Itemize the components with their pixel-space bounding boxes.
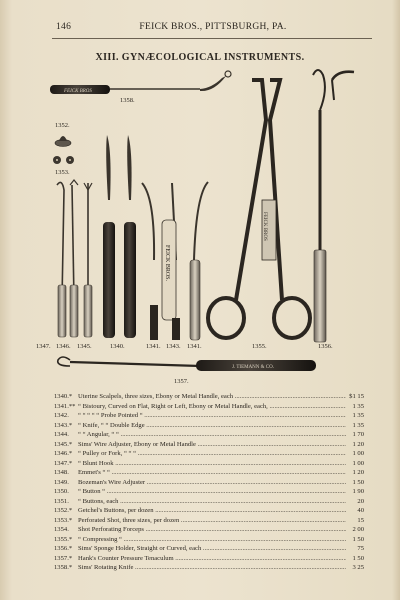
caption-1341-a: 1341.: [146, 343, 161, 350]
catalog-number: 1340.*: [54, 393, 73, 400]
price-list: [54, 392, 364, 573]
item-price: 3 25: [352, 564, 364, 571]
price-list-row: [54, 554, 364, 564]
catalog-number: 1345.*: [54, 440, 73, 448]
imprint-feick-handle: FEICK BROS.: [164, 245, 170, 282]
item-price: 1 50: [352, 554, 364, 562]
caption-1347: 1347.: [36, 343, 51, 350]
item-description: “ Buttons, each .....: [78, 497, 346, 507]
catalog-number: 1353.*: [54, 516, 73, 524]
catalog-number: 1347.*: [54, 459, 73, 467]
catalog-number: 1352.*: [54, 507, 73, 514]
compressing-forceps-illustration: [208, 80, 310, 338]
price-list-row: [54, 459, 364, 469]
catalog-number: 1341.**: [54, 402, 76, 410]
item-price: 2 00: [352, 526, 364, 533]
item-description: Hank's Counter Pressure Tenaculum .....: [78, 554, 346, 564]
price-list-row: [54, 468, 364, 478]
price-list-row: [54, 411, 364, 421]
tenaculum-illustration: [58, 357, 316, 371]
price-list-row: [54, 535, 364, 545]
catalog-number: 1342.: [54, 412, 69, 419]
caption-1358: 1358.: [120, 97, 135, 104]
item-price: 1 50: [352, 478, 364, 486]
price-list-row: [54, 478, 364, 488]
price-list-row: [54, 402, 364, 412]
price-list-row: [54, 544, 364, 554]
item-description: “ “ Angular, “ “ .....: [78, 430, 346, 440]
item-price: 1 00: [352, 459, 364, 467]
item-description: Shot Perforating Forceps .....: [78, 525, 346, 535]
price-list-row: [54, 516, 364, 526]
perforated-shot-illustration: [53, 156, 74, 164]
price-list-row: [54, 525, 364, 535]
price-list-row: [54, 440, 364, 450]
price-list-row: [54, 421, 364, 431]
catalog-number: 1343.*: [54, 421, 73, 429]
item-description: Bozeman's Wire Adjuster .....: [78, 478, 346, 488]
price-list-row: [54, 497, 364, 507]
item-description: “ Bistoury, Curved on Flat, Right or Left, Ebony or Metal Handle, each, .....: [78, 402, 346, 412]
item-description: “ Knife, “ “ Double Edge .....: [78, 421, 346, 431]
caption-1352: 1352.: [55, 122, 70, 129]
section-title: XIII. GYNÆCOLOGICAL INSTRUMENTS.: [95, 52, 305, 63]
item-price: $1 15: [349, 393, 364, 400]
catalog-number: 1354.: [54, 526, 69, 533]
catalog-number: 1355.*: [54, 535, 73, 543]
item-description: Perforated Shot, three sizes, per dozen .....: [78, 516, 346, 526]
item-price: 75: [357, 545, 364, 552]
item-description: “ Pulley or Fork, “ “ “ .....: [78, 449, 346, 459]
item-description: Emmet's “ “ .....: [78, 468, 346, 478]
catalog-number: 1356.*: [54, 545, 73, 552]
price-list-row: [54, 506, 364, 516]
running-title: FEICK BROS., PITTSBURGH, PA.: [139, 22, 287, 32]
item-description: Sims' Sponge Holder, Straight or Curved, each .....: [78, 544, 346, 554]
item-description: Uterine Scalpels, three sizes, Ebony or Metal Handle, each .....: [78, 392, 346, 402]
catalog-number: 1357.*: [54, 554, 73, 562]
sponge-holder-illustration: [313, 70, 354, 342]
caption-1353: 1353.: [55, 169, 70, 176]
item-price: 1 20: [352, 469, 364, 476]
item-price: 1 70: [352, 431, 364, 438]
imprint-tiemann: J. TIEMANN & CO.: [232, 365, 274, 370]
price-list-row: [54, 430, 364, 440]
item-description: “ “ “ “ “ Probe Pointed “ .....: [78, 411, 346, 421]
imprint-feick-forceps: FEICK BROS: [262, 212, 267, 241]
caption-1345: 1345.: [77, 343, 92, 350]
price-list-row: [54, 449, 364, 459]
caption-1355: 1355.: [252, 343, 267, 350]
caption-1343: 1343.: [166, 343, 181, 350]
catalog-number: 1344.: [54, 431, 69, 438]
catalog-number: 1350.: [54, 488, 69, 495]
item-price: 40: [357, 507, 364, 514]
price-list-row: [54, 392, 364, 402]
item-price: 1 35: [352, 402, 364, 410]
item-price: 20: [357, 497, 364, 505]
page-number: 146: [56, 22, 72, 32]
catalog-number: 1358.*: [54, 564, 73, 571]
item-price: 15: [357, 516, 364, 524]
price-list-row: [54, 563, 364, 573]
catalog-number: 1346.*: [54, 450, 73, 457]
item-price: 1 00: [352, 450, 364, 457]
imprint-feick-1358: FEICK BROS: [64, 89, 92, 94]
catalog-number: 1351.: [54, 497, 69, 505]
wire-adjusters-illustration: [57, 180, 92, 337]
item-price: 1 90: [352, 488, 364, 495]
item-description: Sims' Rotating Knife .....: [78, 563, 346, 573]
caption-1356: 1356.: [318, 343, 333, 350]
caption-1340: 1340.: [110, 343, 125, 350]
item-description: Getchel's Buttons, per dozen .....: [78, 506, 346, 516]
catalog-number: 1349.: [54, 478, 69, 486]
rotating-knife-illustration: [50, 71, 231, 94]
item-price: 1 35: [352, 421, 364, 429]
catalog-number: 1348.: [54, 469, 69, 476]
uterine-scalpels-illustration: [103, 135, 136, 338]
item-price: 1 35: [352, 412, 364, 419]
getchel-button-illustration: [55, 136, 71, 147]
caption-1357: 1357.: [174, 378, 189, 385]
caption-1341-b: 1341.: [187, 343, 202, 350]
caption-1346: 1346.: [56, 343, 71, 350]
item-price: 1 50: [352, 535, 364, 543]
item-description: Sims' Wire Adjuster, Ebony or Metal Handle .....: [78, 440, 346, 450]
item-description: “ Blunt Hook .....: [78, 459, 346, 469]
item-description: “ Compressing “ .....: [78, 535, 346, 545]
item-description: “ Button “ .....: [78, 487, 346, 497]
bistouries-illustration: [142, 182, 208, 340]
item-price: 1 20: [352, 440, 364, 448]
price-list-row: [54, 487, 364, 497]
